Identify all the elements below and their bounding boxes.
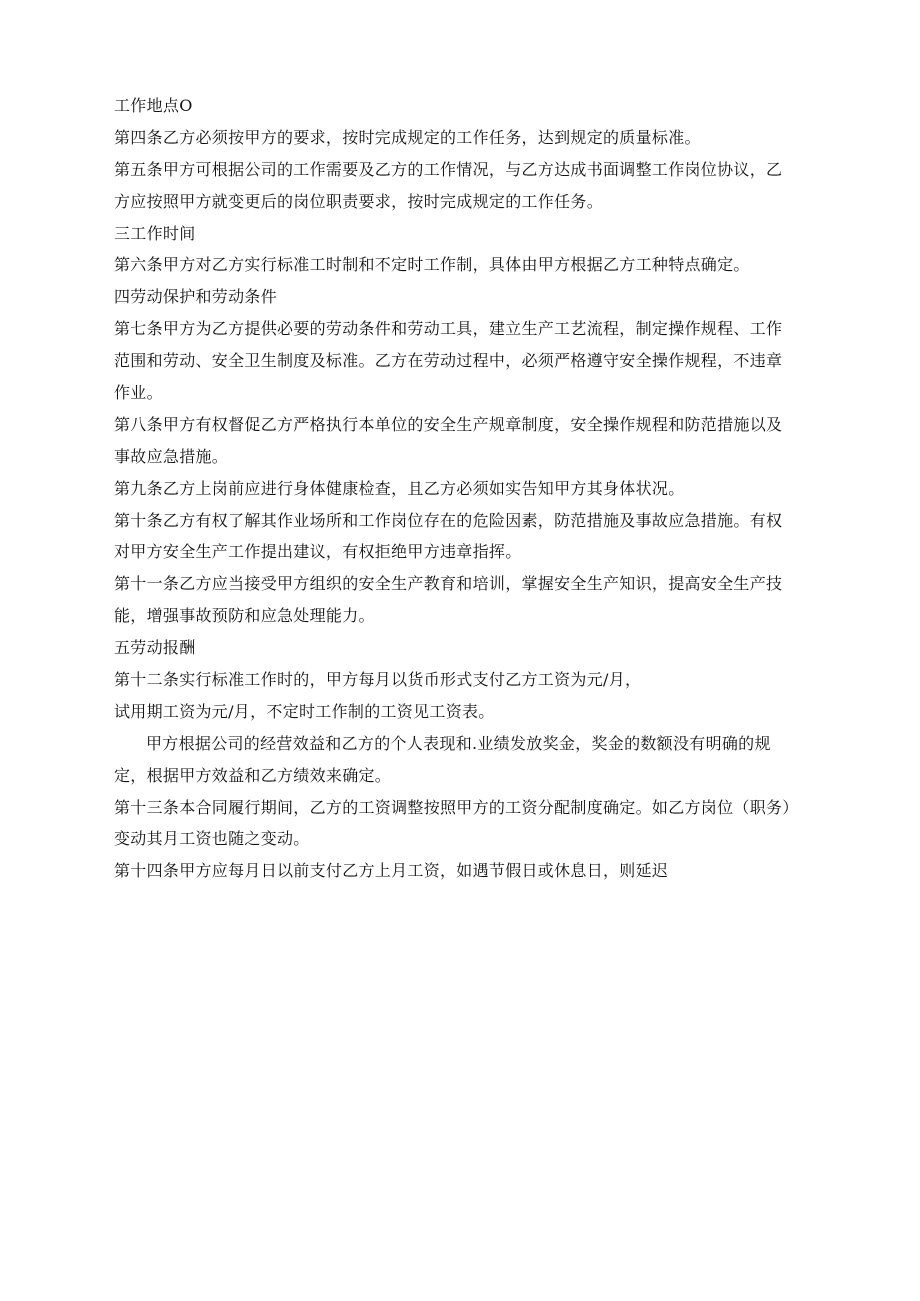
text-line: 第八条甲方有权督促乙方严格执行本单位的安全生产规章制度，安全操作规程和防范措施以及	[114, 414, 783, 434]
text-line: 第十四条甲方应每月日以前支付乙方上月工资，如遇节假日或休息日，则延迟	[114, 861, 669, 881]
text-line: 变动其月工资也随之变动。	[114, 829, 310, 849]
section-heading: 三工作时间	[114, 223, 196, 243]
text-line: 第九条乙方上岗前应进行身体健康检查，且乙方必须如实告知甲方其身体状况。	[114, 478, 685, 498]
text-line: 方应按照甲方就变更后的岗位职责要求，按时完成规定的工作任务。	[114, 191, 604, 211]
section-heading: 四劳动保护和劳动条件	[114, 287, 278, 307]
document-body	[114, 90, 834, 887]
section-heading: 五劳动报酬	[114, 638, 196, 658]
text-line: 第七条甲方为乙方提供必要的劳动条件和劳动工具，建立生产工艺流程，制定操作规程、工作	[114, 319, 783, 339]
text-line: 第五条甲方可根据公司的工作需要及乙方的工作情况，与乙方达成书面调整工作岗位协议，乙	[114, 159, 783, 179]
text-line: 第六条甲方对乙方实行标准工时制和不定时工作制，具体由甲方根据乙方工种特点确定。	[114, 255, 750, 275]
text-line: 第十一条乙方应当接受甲方组织的安全生产教育和培训，掌握安全生产知识，提高安全生产技	[114, 574, 783, 594]
text-line: 第十三条本合同履行期间，乙方的工资调整按照甲方的工资分配制度确定。如乙方岗位（职务）	[114, 797, 799, 817]
text-line: 范围和劳动、安全卫生制度及标准。乙方在劳动过程中，必须严格遵守安全操作规程，不违章	[114, 351, 783, 371]
text-line: 甲方根据公司的经营效益和乙方的个人表现和.业绩发放奖金，奖金的数额没有明确的规	[146, 733, 771, 753]
text-line: 对甲方安全生产工作提出建议，有权拒绝甲方违章指挥。	[114, 542, 522, 562]
text-line: 第十条乙方有权了解其作业场所和工作岗位存在的危险因素，防范措施及事故应急措施。有权	[114, 510, 783, 530]
text-line: 作业。	[114, 383, 163, 403]
text-line: 第十二条实行标准工作时的，甲方每月以货币形式支付乙方工资为元/月，	[114, 670, 642, 690]
text-line: 试用期工资为元/月，不定时工作制的工资见工资表。	[114, 701, 495, 721]
text-line: 工作地点O	[114, 96, 193, 115]
text-line: 能，增强事故预防和应急处理能力。	[114, 606, 375, 626]
text-line: 定，根据甲方效益和乙方绩效来确定。	[114, 765, 392, 785]
text-line: 第四条乙方必须按甲方的要求，按时完成规定的工作任务，达到规定的质量标准。	[114, 127, 701, 147]
text-line: 事故应急措施。	[114, 446, 229, 466]
